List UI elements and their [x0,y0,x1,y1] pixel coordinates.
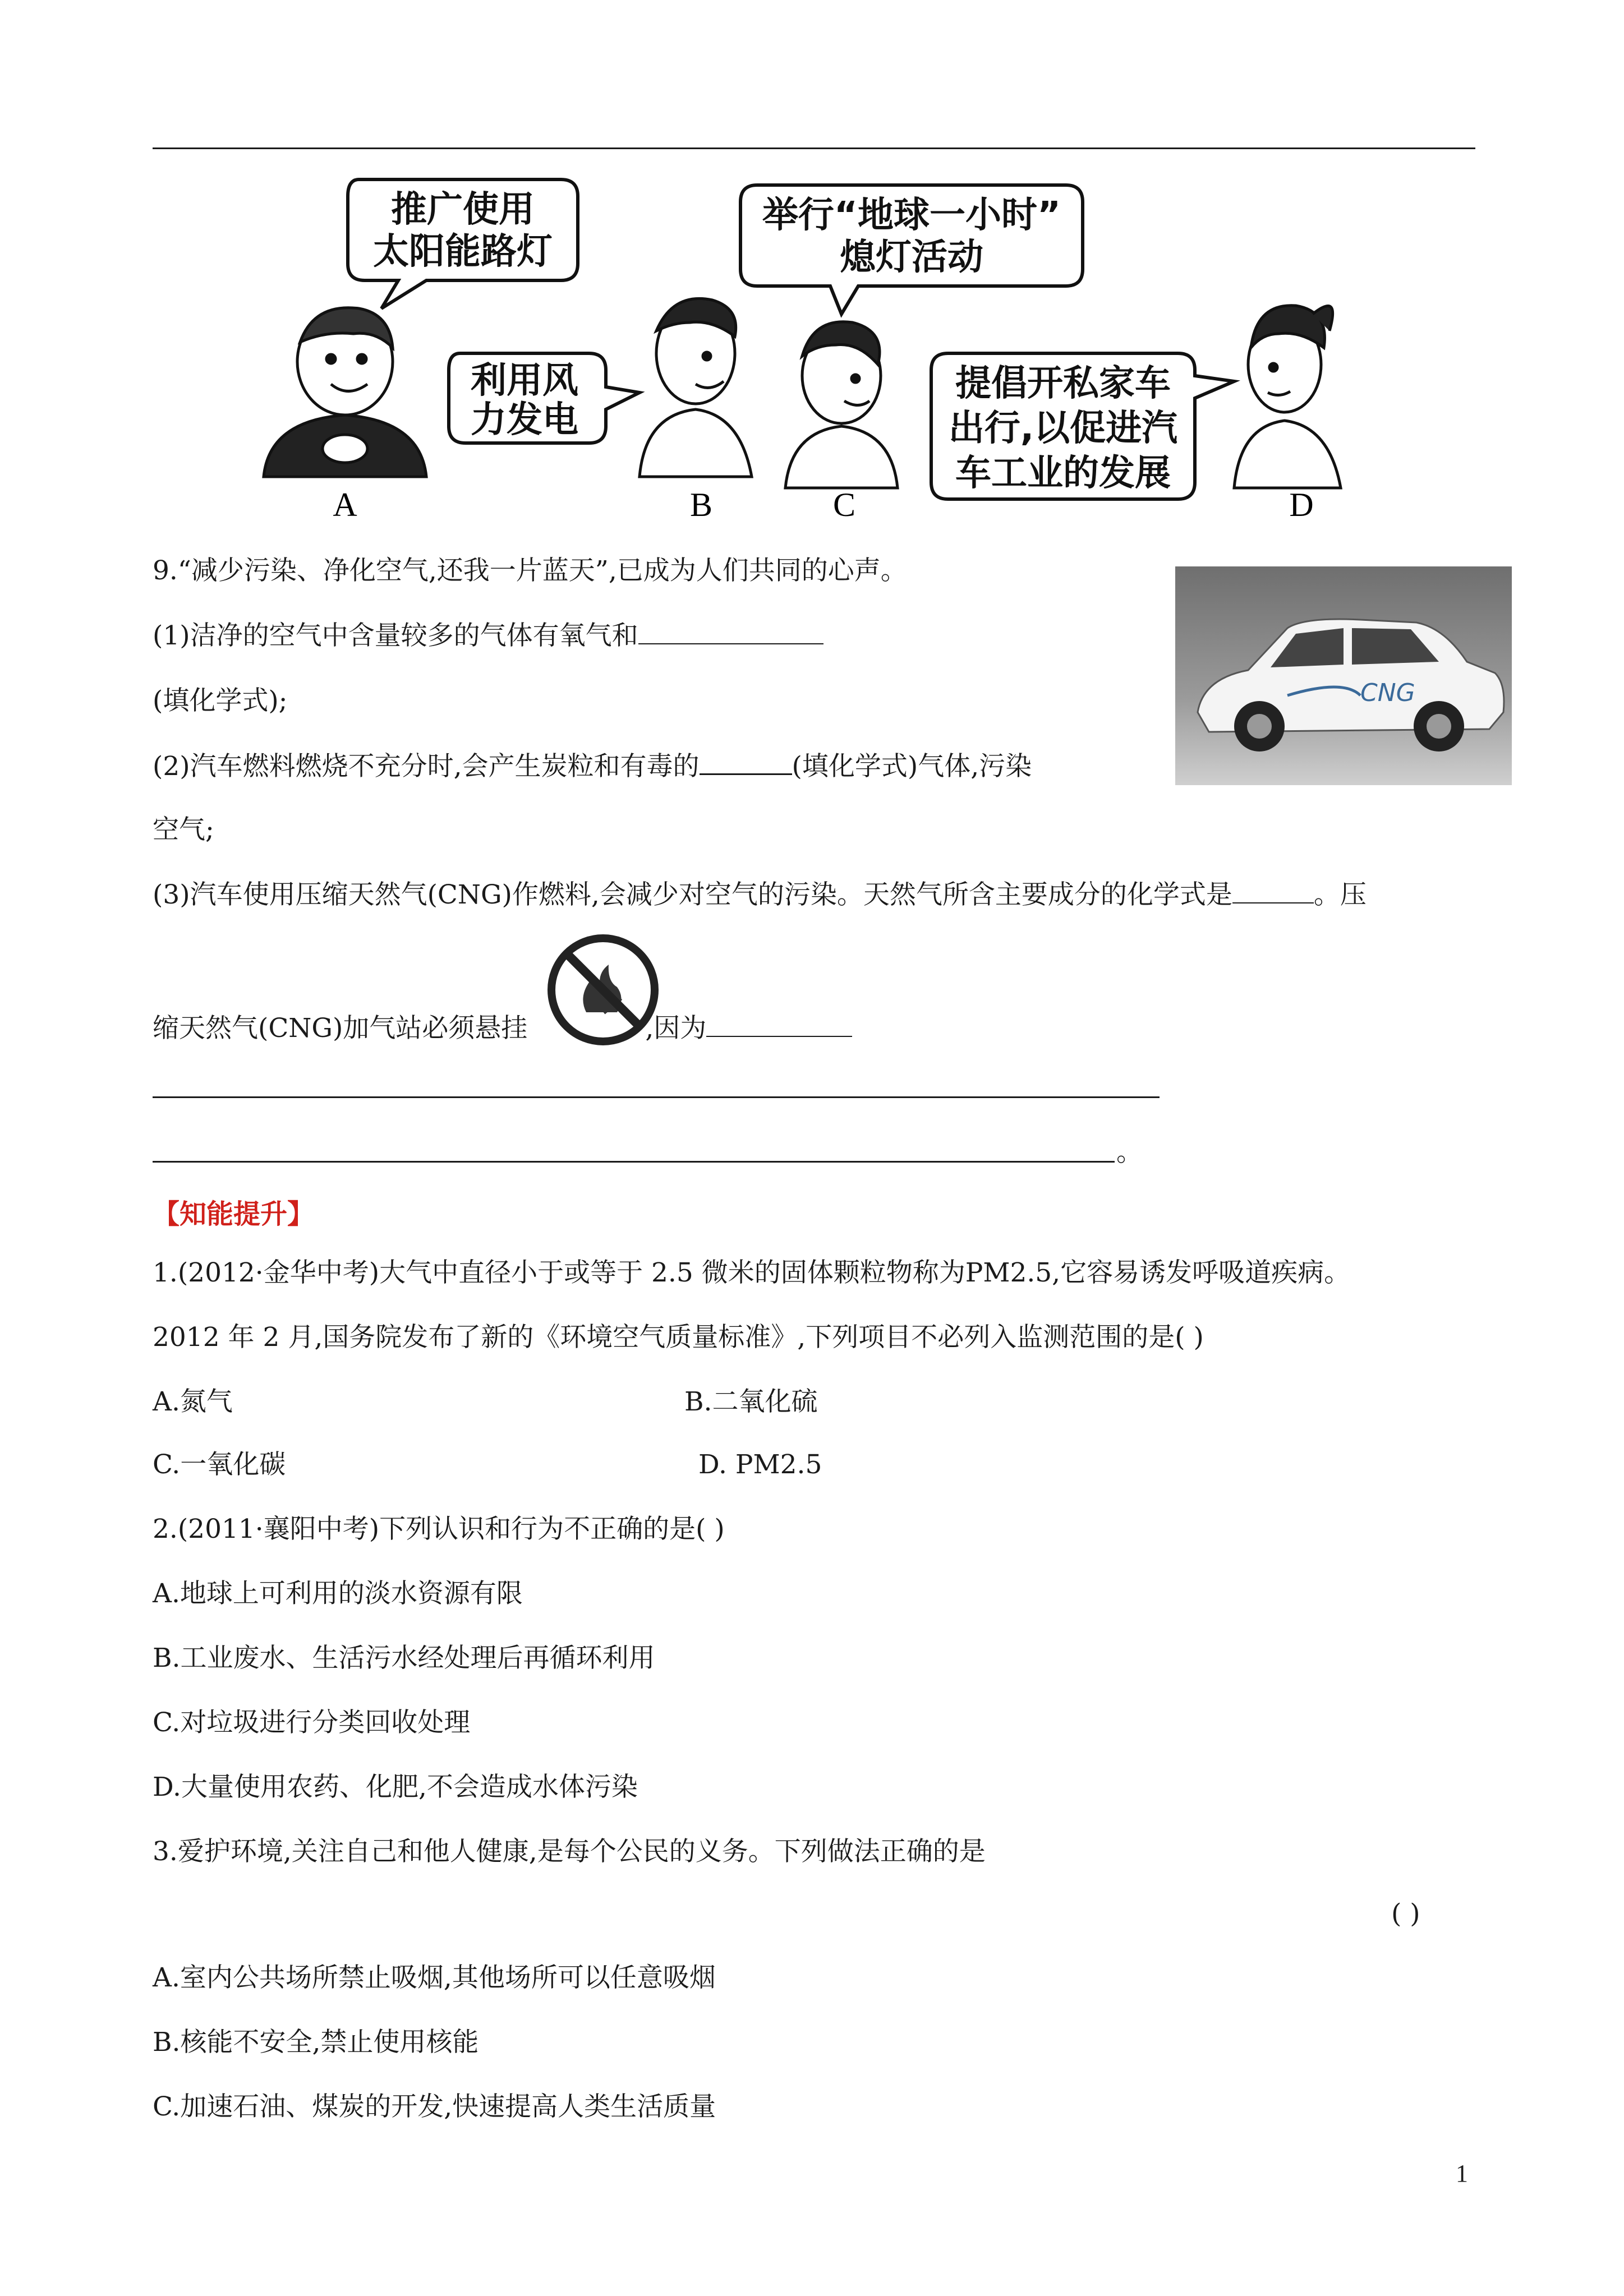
q9-part2c: 空气; [153,814,214,845]
bubble-c-line1: 举行“地球一小时” [762,195,1061,236]
bubble-d-line3: 车工业的发展 [955,453,1171,494]
q3-line1: 3.爱护环境,关注自己和他人健康,是每个公民的义务。下列做法正确的是 [153,1836,986,1867]
header-rule [153,147,1475,149]
q2-option-b[interactable]: B.工业废水、生活污水经处理后再循环利用 [153,1643,655,1673]
label-b: B [689,486,713,523]
speech-bubble-c [740,185,1083,314]
label-c: C [832,486,856,523]
q9-part3 [153,878,1367,912]
bubble-a-line2: 太阳能路灯 [373,231,553,273]
q9-part1b: (填化学式); [153,685,288,716]
q9-part4-text-b: ,因为 [645,1013,707,1044]
page-number: 1 [1456,2160,1468,2187]
q2-option-d[interactable]: D.大量使用农药、化肥,不会造成水体污染 [153,1772,638,1802]
q9-part4-blank[interactable] [706,1011,852,1037]
q1-line2: 2012 年 2 月,国务院发布了新的《环境空气质量标准》,下列项目不必列入监测范围的是( ) [153,1322,1204,1353]
q9-part2 [153,749,1032,783]
speech-bubble-b [449,353,640,443]
bubble-b-line2: 力发电 [471,399,578,441]
q9-stem: 9.“减少污染、净化空气,还我一片蓝天”,已成为人们共同的心声。 [153,555,907,586]
label-a: A [333,486,357,523]
person-b-figure [640,298,752,477]
q1-option-d[interactable]: D. PM2.5 [698,1449,822,1480]
section-title: 【知能提升】 [153,1198,315,1230]
q9-part1 [153,619,823,653]
q9-part4 [153,1011,852,1045]
q9-part1-text: (1)洁净的空气中含量较多的气体有氧气和 [153,620,638,651]
q1-option-c[interactable]: C.一氧化碳 [153,1449,286,1480]
q9-part2-text: (2)汽车燃料燃烧不充分时,会产生炭粒和有毒的 [153,751,700,782]
person-c-figure [785,322,898,488]
car-logo-text: CNG [1360,679,1415,707]
q2-line1: 2.(2011·襄阳中考)下列认识和行为不正确的是( ) [153,1514,725,1545]
person-d-figure [1234,306,1341,488]
q1-option-a[interactable]: A.氮气 [153,1386,233,1417]
q9-part3-text: (3)汽车使用压缩天然气(CNG)作燃料,会减少对空气的污染。天然气所含主要成分的化学式是 [153,879,1232,910]
q1-line1: 1.(2012·金华中考)大气中直径小于或等于 2.5 微米的固体颗粒物称为PM2.5,它容易诱发呼吸道疾病。 [153,1257,1351,1288]
q9-part2-blank[interactable] [700,749,792,775]
q2-option-c[interactable]: C.对垃圾进行分类回收处理 [153,1707,471,1738]
speech-bubble-d [931,353,1234,499]
q2-option-a[interactable]: A.地球上可利用的淡水资源有限 [153,1578,523,1609]
q9-part3-blank[interactable] [1232,878,1314,903]
q3-option-c[interactable]: C.加速石油、煤炭的开发,快速提高人类生活质量 [153,2091,716,2122]
q1-option-b[interactable]: B.二氧化硫 [684,1386,818,1417]
q9-part4-text: 缩天然气(CNG)加气站必须悬挂 [153,1013,528,1044]
bubble-d-line1: 提倡开私家车 [955,363,1171,404]
bubble-d-line2: 出行,以促进汽 [948,408,1178,449]
q9-answer-line-2[interactable] [153,1161,1115,1163]
q9-part1-blank[interactable] [638,619,823,644]
q9-answer-line-1[interactable] [153,1096,1160,1098]
bubble-a-line1: 推广使用 [391,189,535,230]
speech-bubble-a [348,179,578,308]
cng-car-photo [1175,566,1512,785]
bubble-c-line2: 熄灯活动 [840,237,983,278]
q9-part2-text-b: (填化学式)气体,污染 [792,751,1032,782]
q3-answer-paren[interactable]: ( ) [1391,1898,1420,1929]
q3-option-b[interactable]: B.核能不安全,禁止使用核能 [153,2027,479,2058]
q9-period: 。 [1116,1137,1143,1168]
q3-option-a[interactable]: A.室内公共场所禁止吸烟,其他场所可以任意吸烟 [153,1962,716,1993]
q9-part3-end: 。压 [1313,879,1367,910]
label-d: D [1289,486,1314,523]
illustration [247,163,1369,527]
bubble-b-line1: 利用风 [471,360,578,402]
person-a-figure [264,308,426,477]
